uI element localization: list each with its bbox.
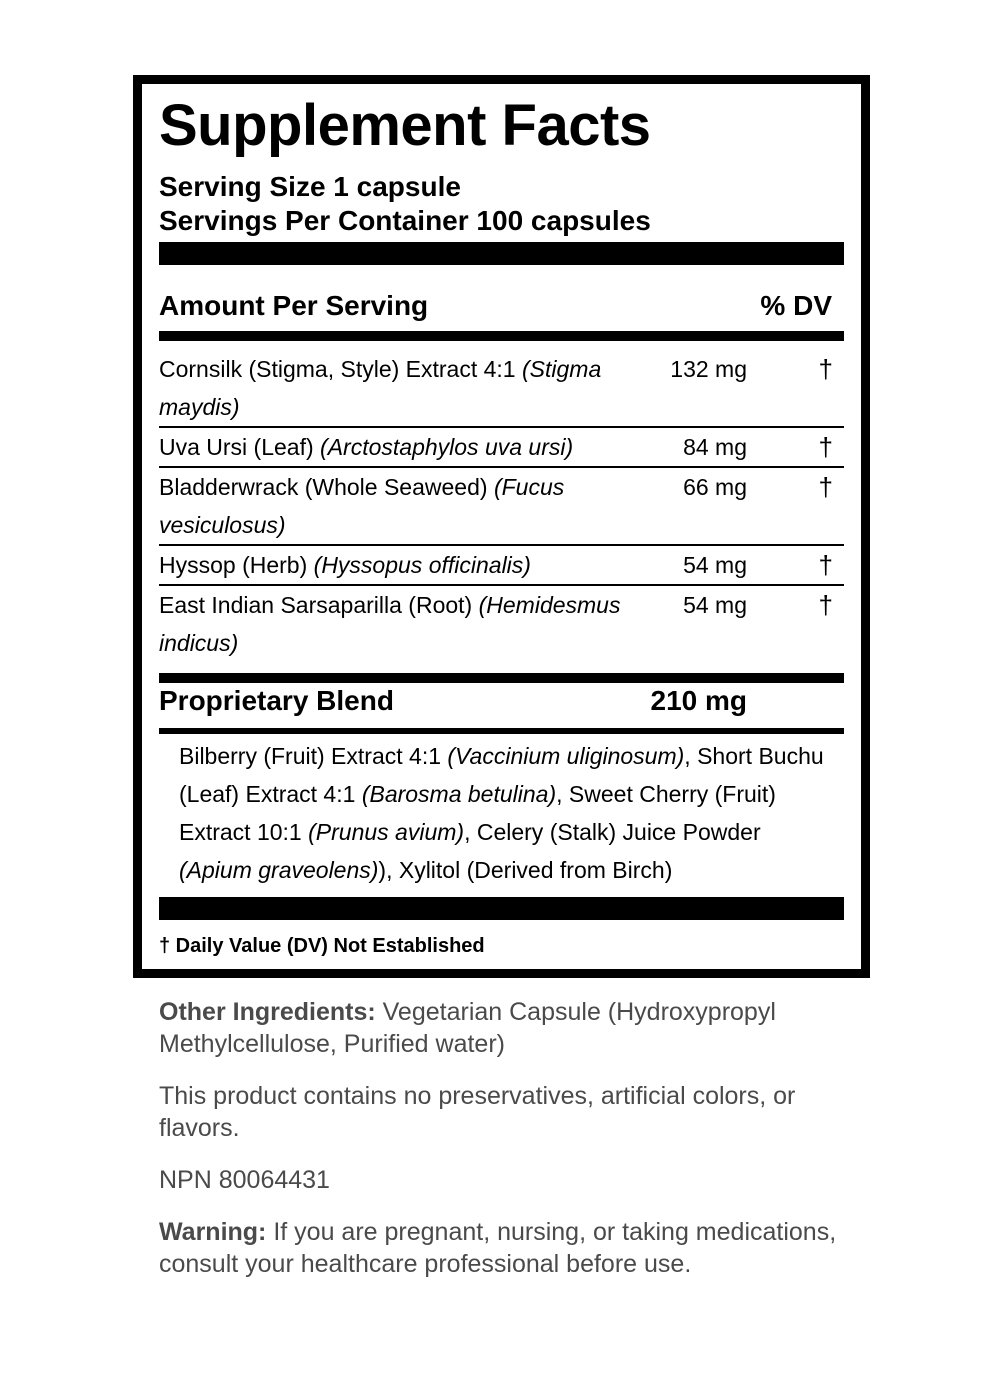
medium-divider-blend [159, 673, 844, 683]
warning [159, 1216, 849, 1280]
ingredient-amount: 54 mg [683, 552, 747, 578]
blend-divider [159, 728, 844, 734]
thick-divider-top [159, 242, 844, 265]
npn-number: NPN 80064431 [159, 1166, 330, 1194]
dagger-mark: † [818, 354, 833, 384]
ingredient-name: Hyssop (Herb) (Hyssopus officinalis) [159, 552, 531, 578]
ingredient-name: Cornsilk (Stigma, Style) Extract 4:1 (Stigma maydis) [159, 356, 602, 420]
proprietary-blend-amount: 210 mg [650, 685, 747, 716]
other-ingredients [159, 996, 849, 1060]
dagger-mark: † [818, 590, 833, 620]
panel-title: Supplement Facts [159, 93, 651, 158]
ingredient-amount: 66 mg [683, 474, 747, 500]
ingredient-name: Bladderwrack (Whole Seaweed) (Fucus vesiculosus) [159, 474, 565, 538]
other-ingredients-label: Other Ingredients: [159, 998, 376, 1026]
other-ingredients-text: Vegetarian Capsule (Hydroxypropyl Methylcellulose, Purified water) [159, 998, 776, 1058]
servings-per-container: Servings Per Container 100 capsules [159, 205, 651, 236]
warning-text: If you are pregnant, nursing, or taking medications, consult your healthcare professional before use. [159, 1218, 837, 1278]
ingredient-amount: 84 mg [683, 434, 747, 460]
warning-label: Warning: [159, 1218, 267, 1246]
amount-per-serving-header: Amount Per Serving [159, 290, 429, 321]
ingredient-row [159, 468, 844, 544]
serving-size: Serving Size 1 capsule [159, 171, 461, 202]
thick-divider-bottom [159, 897, 844, 920]
dagger-mark: † [818, 432, 833, 462]
supplement-facts-panel [133, 75, 870, 978]
dv-footnote: † Daily Value (DV) Not Established [159, 935, 485, 957]
ingredient-name: East Indian Sarsaparilla (Root) (Hemidesmus indicus) [159, 592, 621, 656]
ingredient-row [159, 586, 844, 662]
no-preservatives-statement: This product contains no preservatives, artificial colors, or flavors. [159, 1082, 796, 1142]
ingredient-amount: 132 mg [670, 356, 747, 382]
ingredient-row [159, 428, 844, 466]
ingredient-amount: 54 mg [683, 592, 747, 618]
proprietary-blend-title: Proprietary Blend [159, 685, 394, 716]
dagger-mark: † [818, 550, 833, 580]
proprietary-blend-ingredients: Bilberry (Fruit) Extract 4:1 (Vaccinium uliginosum), Short Buchu (Leaf) Extract 4:1 (Barosma betulina), Sweet Cherry (Fruit) Extract 10:1 (Prunus avium), Celery (Stalk) Juice Powder (Apium graveolens)), Xylitol (Derived from Birch) [179, 743, 824, 883]
ingredient-row [159, 350, 844, 426]
ingredient-row [159, 546, 844, 584]
dagger-mark: † [818, 472, 833, 502]
dv-header: % DV [760, 290, 832, 321]
ingredient-name: Uva Ursi (Leaf) (Arctostaphylos uva ursi) [159, 434, 574, 460]
medium-divider-header [159, 331, 844, 341]
